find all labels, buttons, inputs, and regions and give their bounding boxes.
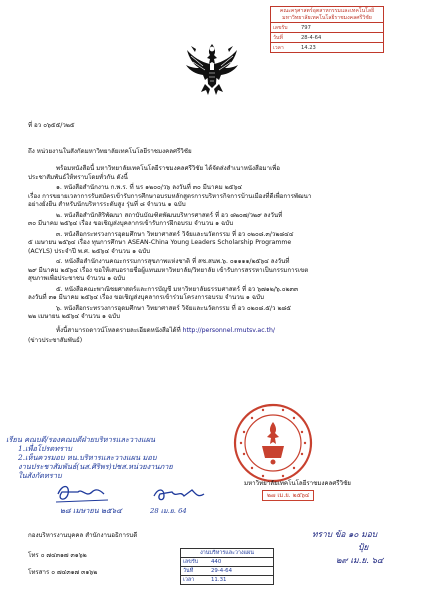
- receive-stamp-top: [270, 6, 384, 53]
- stamp-value: 29-4-64: [211, 568, 233, 574]
- list-item-line: ๑. หนังสือสำนักงาน ก.พ.ร. ที่ นร ๑๒๐๐/ว๖ ลงวันที่ ๓๐ มีนาคม ๒๕๖๔: [56, 184, 243, 191]
- stamp-row: [181, 576, 273, 584]
- download-link[interactable]: http://personnel.rmutsv.ac.th/: [182, 326, 275, 334]
- list-item-line: ๒๙ มีนาคม ๒๕๖๔ เรื่อง ขอให้เสนอรายชื่อผู้แทนมหาวิทยาลัย/วิทยาลัย เข้ารับการสรรหาเป็นกรรมการเขต: [28, 266, 309, 274]
- note-line: 2.เห็นควรมอบ หน.บริหารและวางแผน มอบ: [18, 453, 157, 462]
- list-item: [28, 286, 400, 303]
- stamp-row: [181, 558, 273, 567]
- stamp-row: [181, 567, 273, 576]
- list-item-line: ๔. หนังสือสำนักงานคณะกรรมการสุขภาพแห่งชาติ ที่ สช.สนพ.๖. ๐๑๑๑๑/๒๕๖๔ ลงวันที่: [56, 258, 290, 265]
- document-number: ที่ อว ๐๖๕๕/ว๒๕: [28, 122, 75, 129]
- list-item-line: ๓๐ มีนาคม ๒๕๖๔ เรื่อง ขอเชิญส่งบุคลากรเข้ารับการฝึกอบรม จำนวน ๑ ฉบับ: [28, 220, 234, 227]
- university-seal-icon: [232, 402, 314, 484]
- list-item-line: อย่างยั่งยืน สำหรับนักบริหารระดับสูง รุ่นที่ ๘ จำนวน ๑ ฉบับ: [28, 201, 186, 208]
- stamp-key: เวลา: [273, 44, 284, 51]
- list-item-line: สุขภาพเพื่อประชาชน จำนวน ๑ ฉบับ: [28, 275, 126, 282]
- handwritten-right-note: [312, 528, 383, 567]
- note-line: 1.เพื่อโปรดทราบ: [18, 444, 73, 453]
- stamp-title-line1: คณะครุศาสตร์อุตสาหกรรมและเทคโนโลยี: [279, 8, 375, 14]
- list-item-line: ๒. หนังสือสำนักสิริพัฒนา สถาบันบัณฑิตพัฒนบริหารศาสตร์ ที่ อว ๘๒๐๗/ว๒๙ ลงวันที่: [56, 211, 283, 219]
- pr-note: (ข่าวประชาสัมพันธ์): [28, 337, 83, 344]
- list-item-line: ๕ เมษายน ๒๕๖๔ เรื่อง ทุนการศึกษา ASEAN-China Young Leaders Scholarship Programme: [28, 239, 292, 246]
- stamp-value: 11.31: [211, 577, 227, 583]
- right-note-line: ๒๙ เม.ย. ๖๔: [336, 555, 384, 565]
- right-note-line: ทราบ ข้อ ๑๐ มอบ: [312, 529, 378, 539]
- handwritten-date-middle: 28 เม.ย. 64: [150, 507, 187, 515]
- date-stamp-text: ๒๗ เม.ย. ๒๕๖๔: [267, 492, 310, 499]
- stamp-bottom-title: งานบริหารและวางแผน: [181, 549, 273, 558]
- stamp-row: [271, 23, 383, 33]
- stamp-value: 28-4-64: [301, 34, 322, 41]
- note-line: เรียน คณบดี/รองคณบดีฝ่ายบริหารและวางแผน: [6, 435, 156, 444]
- download-line: [28, 327, 400, 336]
- stamp-value: 440: [211, 559, 222, 565]
- signature-university: มหาวิทยาลัยเทคโนโลยีราชมงคลศรีวิชัย: [244, 480, 351, 487]
- stamp-key: วันที่: [273, 34, 283, 41]
- note-line: ในสังกัดทราบ: [18, 471, 62, 480]
- handwritten-date-left: ๒๘ เมษายน ๒๕๖๔: [60, 506, 122, 515]
- list-item-line: เรื่อง การขยายเวลาการรับสมัครเข้ารับการศึกษาอบรมหลักสูตรการบริหารกิจการบ้านเมืองที่ดีเพื่อการพัฒนา: [28, 192, 312, 200]
- stamp-value: 797: [301, 24, 311, 31]
- list-item: [28, 305, 400, 322]
- list-item-line: (ACYLS) ประจำปี พ.ศ. ๒๕๖๔ จำนวน ๑ ฉบับ: [28, 247, 151, 255]
- list-item: [28, 231, 400, 257]
- stamp-key: เลขรับ: [273, 24, 288, 31]
- recipient: ถึง หน่วยงานในสังกัดมหาวิทยาลัยเทคโนโลยีราชมงคลศรีวิชัย: [28, 148, 192, 155]
- list-item-line: ๖. หนังสือกระทรวงการอุดมศึกษา วิทยาศาสตร์ วิจัยและนวัตกรรม ที่ อว ๐๒๐๘.๕/ว ๒๘๕: [56, 304, 291, 312]
- list-item-line: ลงวันที่ ๓๑ มีนาคม ๒๕๖๔ เรื่อง ขอเชิญส่งบุคลากรเข้าร่วมโครงการอบรม จำนวน ๑ ฉบับ: [28, 294, 264, 301]
- stamp-key: เลขรับ: [183, 559, 199, 565]
- right-note-line: ปุ้ย: [358, 542, 369, 552]
- stamp-title-line2: มหาวิทยาลัยเทคโนโลยีราชมงคลศรีวิชัย: [282, 14, 372, 21]
- handwritten-note: [6, 435, 173, 480]
- garuda-emblem-icon: [183, 40, 241, 98]
- list-item-line: ๓. หนังสือกระทรวงการอุดมศึกษา วิทยาศาสตร์ วิจัยและนวัตกรรม ที่ อว ๐๒๐๘.๓/ว๒๘๔๔: [56, 230, 294, 238]
- download-text: ทั้งนี้สามารถดาวน์โหลดรายละเอียดหนังสือได้ที่: [56, 326, 181, 334]
- intro-line: พร้อมหนังสือนี้ มหาวิทยาลัยเทคโนโลยีราชมงคลศรีวิชัย ได้จัดส่งสำเนาหนังสือมาเพื่อ: [56, 165, 281, 172]
- fax: โทรสาร ๐ ๗๔๓๑๗ ๓๑๖๒: [28, 569, 98, 576]
- stamp-key: วันที่: [183, 568, 194, 574]
- phone: โทร ๐ ๗๔๓๑๗ ๓๑๖๒: [28, 552, 87, 559]
- note-line: งานประชาสัมพันธ์(นส.ศิริพร)ปชส.หน่วยงานภาย: [18, 462, 173, 471]
- list-item: [28, 184, 400, 210]
- sender-division: กองบริหารงานบุคคล สำนักงานอธิการบดี: [28, 532, 138, 539]
- date-stamp: [262, 490, 314, 501]
- letter-body: [28, 165, 400, 346]
- intro-line: ประชาสัมพันธ์ให้ทราบโดยทั่วกัน ดังนี้: [28, 173, 128, 181]
- list-item-line: ๕. หนังสือคณะพาณิชยศาสตร์และการบัญชี มหาวิทยาลัยธรรมศาสตร์ ที่ อว ๖๗๑๒/๖.๐๒๓๓: [56, 285, 299, 293]
- stamp-value: 14.23: [301, 44, 316, 51]
- stamp-row: [271, 33, 383, 43]
- stamp-key: เวลา: [183, 577, 195, 583]
- list-item: [28, 258, 400, 284]
- stamp-row: [271, 43, 383, 52]
- receive-stamp-bottom: [180, 548, 274, 585]
- list-item-line: ๒๒ เมษายน ๒๕๖๔ จำนวน ๑ ฉบับ: [28, 313, 120, 320]
- list-item: [28, 212, 400, 229]
